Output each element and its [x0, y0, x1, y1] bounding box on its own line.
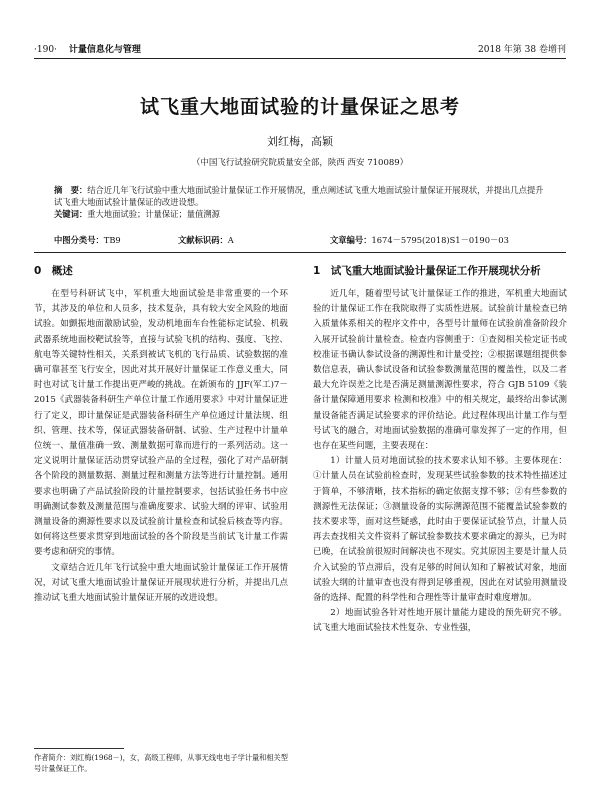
paper-title: 试飞重大地面试验的计量保证之思考 — [139, 96, 460, 118]
article-number: 文章编号：1674－5795(2018)S1－0190－03 — [330, 235, 509, 245]
section-0-heading: 0 概述 — [34, 265, 73, 277]
authors: 刘红梅，高颖 — [267, 135, 333, 148]
section-1-paragraph-3: 2）地面试验各针对性地开展计量能力建设的预先研究不够。试飞重大地面试验技术性复杂、专业性强， — [313, 608, 567, 634]
clc-number: 中图分类号：TB9 — [54, 235, 121, 245]
footnote-rule — [34, 748, 124, 749]
document-code: 文献标识码：A — [178, 235, 234, 245]
section-1-paragraph-1: 近几年，随着型号试飞计量保证工作的推进，军机重大地面试验的计量保证工作在我院取得了实质性进展。试验前计量检查已纳入质量体系相关的程序文件中，各型号计量师在试验前准备阶段介入展开试验前计量检查。检查内容侧重于：①查阅相关检定证书或校准证书确认参试设备的溯源性和计量受控；②根据课题组提供参数信息表，确认参试设备和试验参数测量范围的覆盖性，以及二者最大允许误差之比是否满足测量测源性要求，符合 GJB 5109《装备计量保障通用要求 检测和校准》中的相关规定，最终给出参试测量设备能否满足试验要求的评价结论。此过程体现出计量工作与型号试飞的融合，对地面试验数据的准确可靠发挥了一定的作用，但也存在某些问题，主要表现在： — [313, 289, 567, 452]
header-rule — [34, 58, 566, 59]
abstract-text: 结合近几年飞行试验中重大地面试验计量保证工作开展情况，重点阐述试飞重大地面试验计量保证开展现状，并提出几点提升试飞重大地面试验计量保证的改进设想。 — [54, 185, 544, 207]
running-header — [34, 42, 566, 56]
keywords-label: 关键词： — [54, 209, 88, 219]
abstract-block — [54, 184, 546, 220]
section-0-paragraph-2: 文章结合近几年飞行试验中重大地面试验计量保证工作开展情况，对试飞重大地面试验计量保证开展现状进行分析，并提出几点推动试飞重大地面试验计量保证开展的改进设想。 — [34, 562, 288, 604]
issue-info: 2018 年第 38 卷增刊 — [478, 45, 566, 55]
left-column — [34, 263, 288, 606]
section-1-paragraph-2: 1）计量人员对地面试验的技术要求认知不够。主要体现在：①计量人员在试验前检查时，发现某些试验参数的技术特性描述过于简单，不够清晰，技术指标的确定依据支撑不够；②有些参数的测源性无法保证；③测量设备的实际溯源范围不能覆盖试验参数的技术要求等，面对这些疑惑，此时由于要保证试验节点，计量人员再去查找相关文件资料了解试验参数技术要求确定的源头，已为时已晚，在试验前很短时间解决也不现实。究其原因主要是计量人员介入试验的节点滞后，没有足够的时间认知和了解被试对象，地面试验大纲的计量审查也没有得到足够重视，因此在对试验用测量设备的选择、配置的科学性和合理性等计量审查时难度增加。 — [313, 456, 567, 604]
section-1-heading: 1 试飞重大地面试验计量保证工作开展现状分析 — [313, 265, 541, 277]
abstract-label: 摘 要： — [54, 185, 88, 195]
keywords-text: 重大地面试验；计量保证；量值溯源 — [87, 209, 220, 219]
page-number: ·190· 计量信息化与管理 — [34, 45, 141, 55]
keywords — [54, 208, 546, 220]
abstract-rule — [34, 252, 566, 253]
author-footnote: 作者简介：刘红梅(1968－)，女，高级工程师，从事无线电电子学计量和相关型号计量保证工作。 — [34, 753, 288, 773]
abstract — [54, 184, 546, 208]
right-column — [313, 263, 567, 637]
journal-name: 计量信息化与管理 — [68, 45, 141, 55]
affiliation: （中国飞行试验研究院质量安全部，陕西 西安 710089） — [191, 158, 409, 168]
section-0-paragraph-1: 在型号科研试飞中，军机重大地面试验是非常重要的一个环节，其涉及的单位和人员多，技术复杂，具有较大安全风险的地面试验。如颤振地面激励试验，发动机地面车台性能标定试验、机载武器系统地面校靶试验等，直接与试验飞机的结构、强度、飞控、航电等关键特性相关，关系到被试飞机的飞行品质、试验数据的准确可靠甚至飞行安全，因此对其开展好计量保证工作意义重大，同时也对试飞计量工作提出更严峻的挑战。在新颁布的 JJF(军工)7－2015《武器装备科研生产单位计量工作通用要求》中对计量保证进行了定义，即计量保证是武器装备科研生产单位通过计量法规、组织、管理、技术等，保证武器装备研制、试验、生产过程中计量单位统一、量值准确一致、测量数据可靠而进行的一系列活动。这一定义说明计量保证活动贯穿试验产品的全过程，强化了对产品研制各个阶段的测量数据、测量过程和测量方法等进行计量控制。通用要求也明确了产品试验阶段的计量控制要求，包括试验任务书中应明确测试参数及测量范围与准确度要求、试验大纲的评审、试验用测量设备的溯源性要求以及试验前计量检查和试验后核查等内容。如何将这些要求贯穿到地面试验的各个阶段是当前试飞计量工作需要考虑和研究的事情。 — [34, 289, 288, 558]
